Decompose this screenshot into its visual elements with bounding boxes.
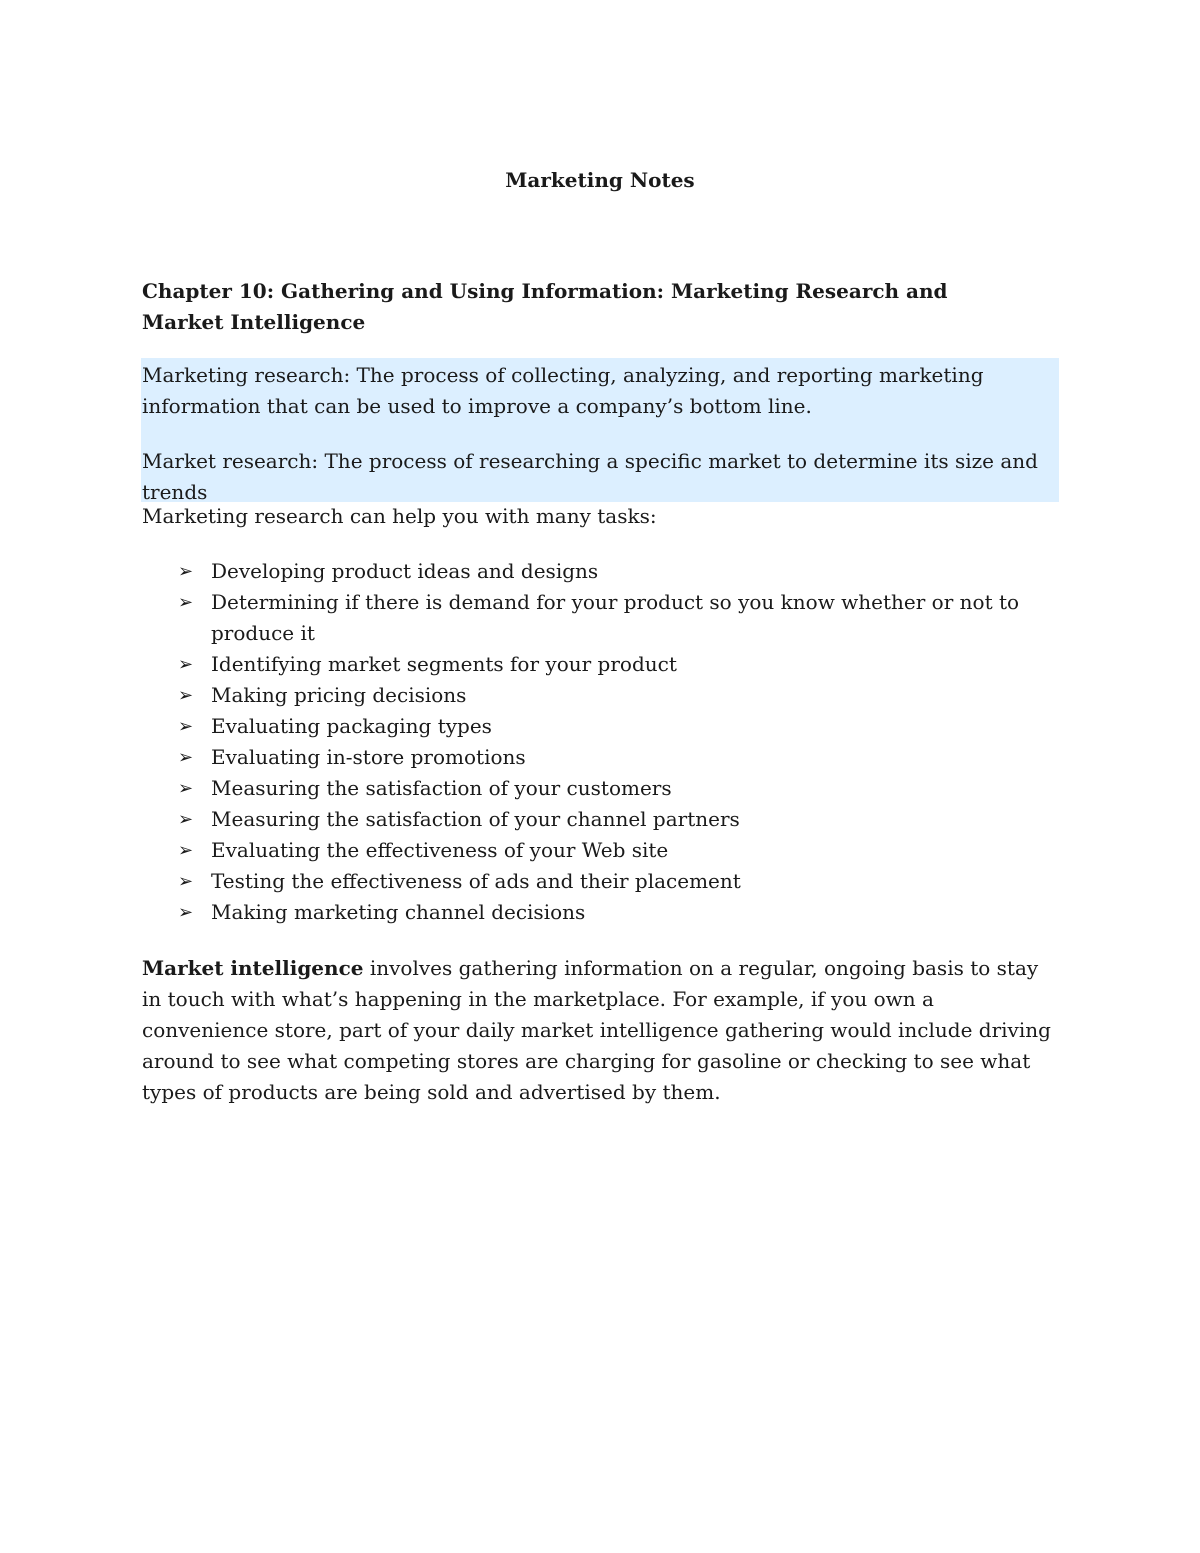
arrowhead-bullet-icon: ➢	[178, 778, 194, 799]
list-item	[0, 680, 1200, 711]
task-text: Evaluating the effectiveness of your Web site	[211, 838, 669, 862]
task-text: Measuring the satisfaction of your channel partners	[211, 807, 740, 831]
tasks-intro: Marketing research can help you with many tasks:	[142, 504, 657, 528]
list-item	[0, 742, 1200, 773]
arrowhead-bullet-icon: ➢	[178, 840, 194, 861]
list-item	[0, 773, 1200, 804]
arrowhead-bullet-icon: ➢	[178, 747, 194, 768]
list-item	[0, 866, 1200, 897]
list-item	[0, 897, 1200, 928]
task-text: Making pricing decisions	[211, 683, 467, 707]
definition-market-research: Market research: The process of researching a specific market to determine its size and trends	[142, 449, 1038, 504]
arrowhead-bullet-icon: ➢	[178, 902, 194, 923]
arrowhead-bullet-icon: ➢	[178, 716, 194, 737]
list-item	[0, 711, 1200, 742]
task-text: Testing the effectiveness of ads and their placement	[211, 869, 741, 893]
market-intelligence-paragraph	[142, 953, 1052, 1108]
market-intelligence-text: involves gathering information on a regular, ongoing basis to stay in touch with what’s happening in the marketplace. For example, if you own a convenience store, part of your daily market intelligence gathering would include driving around to see what competing stores are charging for gasoline or checking to see what types of products are being sold and advertised by them.	[142, 956, 1051, 1104]
task-text: Evaluating packaging types	[211, 714, 492, 738]
arrowhead-bullet-icon: ➢	[178, 871, 194, 892]
task-text: Determining if there is demand for your product so you know whether or not to produce it	[211, 590, 1020, 645]
task-text: Making marketing channel decisions	[211, 900, 586, 924]
task-text: Evaluating in-store promotions	[211, 745, 526, 769]
market-intelligence-term: Market intelligence	[142, 956, 364, 980]
arrowhead-bullet-icon: ➢	[178, 809, 194, 830]
task-text: Measuring the satisfaction of your customers	[211, 776, 672, 800]
list-item	[0, 804, 1200, 835]
list-item	[0, 835, 1200, 866]
list-item	[0, 556, 1200, 587]
chapter-heading: Chapter 10: Gathering and Using Information: Marketing Research and Market Intelligence	[142, 279, 948, 334]
definition-marketing-research: Marketing research: The process of collecting, analyzing, and reporting marketing information that can be used to improve a company’s bottom line.	[142, 363, 984, 418]
list-item	[0, 587, 1200, 649]
arrowhead-bullet-icon: ➢	[178, 592, 194, 613]
page-title: Marketing Notes	[505, 168, 695, 192]
arrowhead-bullet-icon: ➢	[178, 654, 194, 675]
list-item	[0, 649, 1200, 680]
task-list	[0, 556, 1200, 928]
arrowhead-bullet-icon: ➢	[178, 685, 194, 706]
arrowhead-bullet-icon: ➢	[178, 561, 194, 582]
task-text: Developing product ideas and designs	[211, 559, 599, 583]
task-text: Identifying market segments for your product	[211, 652, 677, 676]
